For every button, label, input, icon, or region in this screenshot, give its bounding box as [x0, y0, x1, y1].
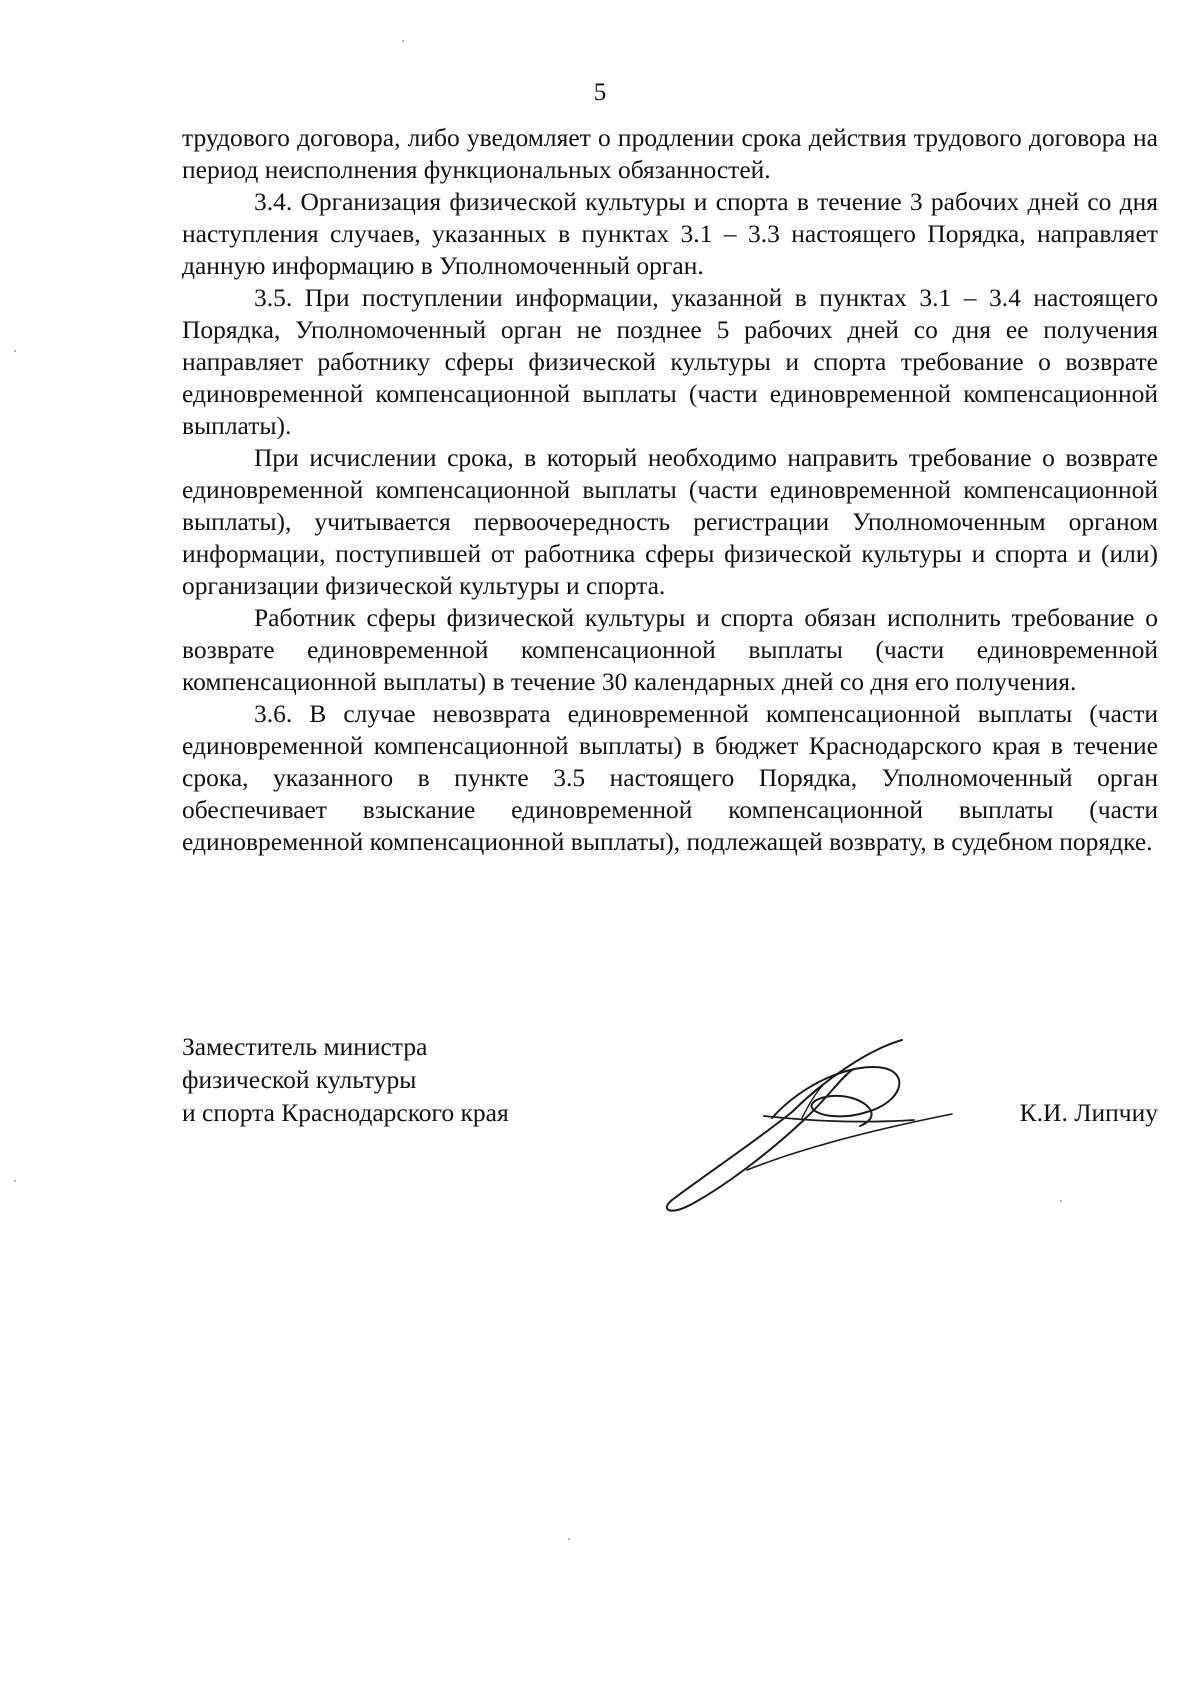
signature-stroke: [667, 1040, 902, 1211]
scan-speck: [568, 1538, 570, 1540]
signatory-position-line: физической культуры: [182, 1065, 417, 1094]
signature-block: [182, 1030, 1158, 1210]
signatory-position-line: и спорта Краснодарского края: [182, 1098, 509, 1127]
scan-speck: [14, 350, 16, 352]
signatory-position: [182, 1030, 509, 1129]
paragraph-continuation: трудового договора, либо уведомляет о продлении срока действия трудового договора на период неисполнения функциональных обязанностей.: [182, 123, 1158, 184]
paragraph-3-4: 3.4. Организация физической культуры и спорта в течение 3 рабочих дней со дня наступления случаев, указанных в пунктах 3.1 – 3.3 настоящего Порядка, направляет данную информацию в Уполномоченный орган.: [182, 187, 1158, 280]
paragraph-3-5: 3.5. При поступлении информации, указанной в пунктах 3.1 – 3.4 настоящего Порядка, Уполномоченный орган не позднее 5 рабочих дней со дня ее получения направляет работнику сферы физической культуры и спорта требование о возврате единовременной компенсационной выплаты (части единовременной компенсационной выплаты).: [182, 283, 1158, 440]
scan-speck: [14, 1180, 16, 1182]
paragraph-worker-obligation: Работник сферы физической культуры и спорта обязан исполнить требование о возврате единовременной компенсационной выплаты (части единовременной компенсационной выплаты) в течение 30 календарных дней со дня его получения.: [182, 603, 1158, 696]
scan-speck: [1060, 1200, 1062, 1202]
page-number: 5: [593, 79, 607, 106]
document-body: [182, 122, 1158, 858]
handwritten-signature: [652, 1032, 982, 1212]
paragraph-3-6: 3.6. В случае невозврата единовременной компенсационной выплаты (части единовременной компенсационной выплаты) в бюджет Краснодарского края в течение срока, указанного в пункте 3.5 настоящего Порядка, Уполномоченный орган обеспечивает взыскание единовременной компенсационной выплаты (части единовременной компенсационной выплаты), подлежащей возврату, в судебном порядке.: [182, 699, 1158, 856]
paragraph-term-calculation: При исчислении срока, в который необходимо направить требование о возврате единовременной компенсационной выплаты (части единовременной компенсационной выплаты), учитывается первоочередность регистрации Уполномоченным органом информации, поступившей от работника сферы физической культуры и спорта и (или) организации физической культуры и спорта.: [182, 443, 1158, 600]
signatory-position-line: Заместитель министра: [182, 1032, 428, 1061]
signatory-name: К.И. Липчиу: [1019, 1098, 1158, 1127]
scan-speck: [402, 40, 404, 42]
